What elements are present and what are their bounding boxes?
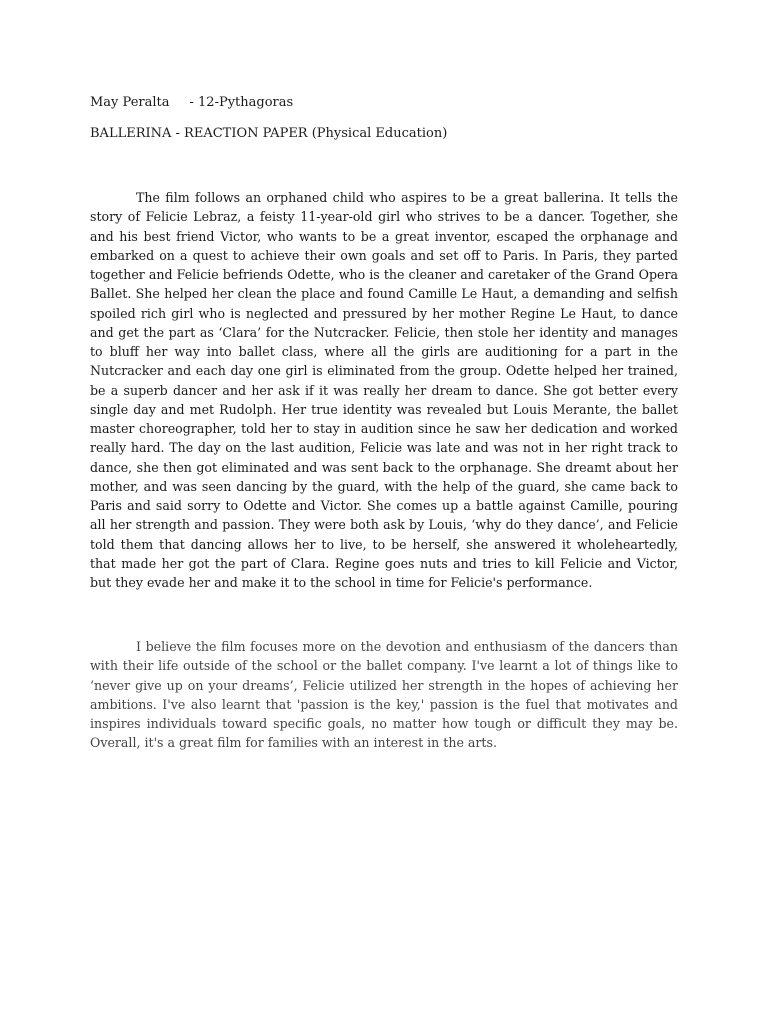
body-paragraph-1: The film follows an orphaned child who aspires to be a great ballerina. It tells the story of Felicie Lebraz, a feisty 11-year-old girl who strives to be a dancer. Together, she and his best friend Victor, who wants to be a great inventor, escaped the orphanage and embarked on a quest to achieve their own goals and set off to Paris. In Paris, they parted together and Felicie befriends Odette, who is the cleaner and caretaker of the Grand Opera Ballet. She helped her clean the place and found Camille Le Haut, a demanding and selfish spoiled rich girl who is neglected and pressured by her mother Regine Le Haut, to dance and get the part as ‘Clara’ for the Nutcracker. Felicie, then stole her identity and manages to bluff her way into ballet class, where all the girls are auditioning for a part in the Nutcracker and each day one girl is eliminated from the group. Odette helped her trained, be a superb dancer and her ask if it was really her dream to dance. She got better every single day and met Rudolph. Her true identity was revealed but Louis Merante, the ballet master choreographer, told her to stay in audition since he saw her dedication and worked really hard. The day on the last audition, Felicie was late and was not in her right track to dance, she then got eliminated and was sent back to the orphanage. She dreamt about her mother, and was seen dancing by the guard, with the help of the guard, she came back to Paris and said sorry to Odette and Victor. She comes up a battle against Camille, pouring all her strength and passion. They were both ask by Louis, ‘why do they dance’, and Felicie told them that dancing allows her to live, to be herself, she answered it wholeheartedly, that made her got the part of Clara. Regine goes nuts and tries to kill Felicie and Victor, but they evade her and make it to the school in time for Felicie's performance. [90,190,678,590]
section-label: - 12-Pythagoras [189,95,294,110]
author-line [90,94,293,112]
body-paragraph-2: I believe the film focuses more on the devotion and enthusiasm of the dancers than with their life outside of the school or the ballet company. I've learnt a lot of things like to ‘never give up on your dreams’, Felicie utilized her strength in the hopes of achieving her ambitions. I've also learnt that 'passion is the key,' passion is the fuel that motivates and inspires individuals toward specific goals, no matter how tough or difficult they may be. Overall, it's a great film for families with an interest in the arts. [90,639,678,751]
author-name: May Peralta [90,95,170,110]
document-title: BALLERINA - REACTION PAPER (Physical Education) [90,126,448,141]
